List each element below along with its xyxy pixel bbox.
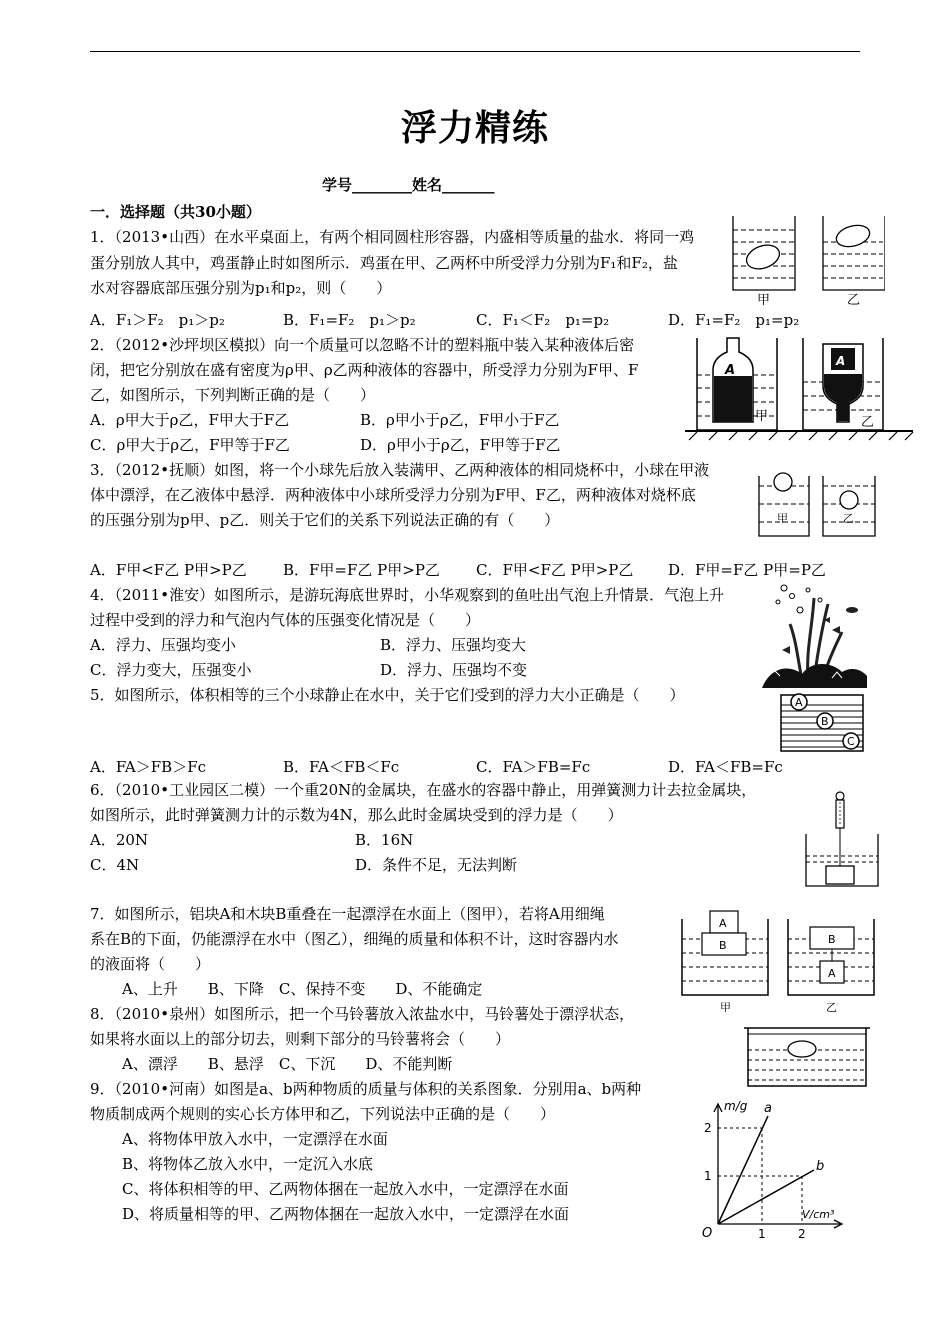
q3-line-3: 的压强分别为p甲、p乙．则关于它们的关系下列说法正确的有（ ）: [90, 511, 560, 529]
q6-option-b: B．16N: [355, 831, 414, 849]
q3-option-a: A．F甲<F乙 P甲>P乙: [90, 561, 247, 579]
q9-x-axis-label: V/cm³: [802, 1208, 835, 1221]
q9-option-c: C、将体积相等的甲、乙两物体捆在一起放入水中，一定漂浮在水面: [122, 1180, 569, 1198]
q5-balls-figure: [777, 685, 867, 753]
q9-option-b: B、将物体乙放入水中，一定沉入水底: [122, 1155, 374, 1173]
q2-bottle-label-b: A: [836, 354, 846, 368]
q4-seafloor-figure: [762, 580, 867, 688]
q2-line-3: 乙，如图所示，下列判断正确的是（ ）: [90, 386, 376, 404]
q9-line-2: 物质制成两个规则的实心长方体甲和乙，下列说法中正确的是（ ）: [90, 1105, 556, 1123]
q9-line-1: 9．（2010•河南）如图是a、b两种物质的质量与体积的关系图象．分别用a、b两种: [90, 1080, 642, 1098]
q1-option-a: A．F₁＞F₂ p₁＞p₂: [90, 311, 225, 329]
q9-y-tick-2: 2: [704, 1121, 712, 1135]
q8-line-1: 8．（2010•泉州）如图所示，把一个马铃薯放入浓盐水中，马铃薯处于漂浮状态，: [90, 1005, 635, 1023]
q5-option-b: B．FA＜FB＜Fc: [283, 758, 400, 776]
q8-line-2: 如果将水面以上的部分切去，则剩下部分的马铃薯将会（ ）: [90, 1030, 511, 1048]
q7-block-a-right: A: [828, 967, 836, 980]
q8-options: A、漂浮 B、悬浮 C、下沉 D、不能判断: [122, 1055, 453, 1073]
q1-figure-label-a: 甲: [757, 293, 771, 307]
q2-figure-label-b: 乙: [861, 415, 875, 430]
q2-option-b: B．ρ甲小于ρ乙，F甲小于F乙: [360, 411, 560, 429]
q1-line-1: 1．（2013•山西）在水平桌面上，有两个相同圆柱形容器，内盛相等质量的盐水．将同一鸡: [90, 228, 695, 246]
q3-option-c: C．F甲<F乙 P甲>P乙: [476, 561, 634, 579]
page-title: 浮力精练: [400, 108, 549, 149]
q3-line-2: 体中漂浮，在乙液体中悬浮．两种液体中小球所受浮力分别为F甲、F乙，两种液体对烧杯底: [90, 486, 696, 504]
q8-potato-figure: [742, 1024, 872, 1090]
q6-spring-scale-figure: [802, 790, 882, 890]
q4-option-c: C．浮力变大，压强变小: [90, 661, 252, 679]
q9-y-axis-label: m/g: [724, 1099, 748, 1113]
q9-option-a: A、将物体甲放入水中，一定漂浮在水面: [122, 1130, 388, 1148]
q4-option-a: A．浮力、压强均变小: [90, 636, 236, 654]
q5-option-d: D．FA＜FB=Fc: [668, 758, 783, 776]
q3-line-1: 3．（2012•抚顺）如图，将一个小球先后放入装满甲、乙两种液体的相同烧杯中，小球在甲液: [90, 461, 710, 479]
q1-egg-figure: [725, 212, 885, 307]
q7-block-a-left: A: [719, 917, 727, 930]
q4-line-1: 4．（2011•淮安）如图所示，是游玩海底世界时，小华观察到的鱼吐出气泡上升情景．气泡上升: [90, 586, 725, 604]
q2-figure-label-a: 甲: [755, 409, 769, 424]
q7-line-3: 的液面将（ ）: [90, 955, 211, 973]
q3-option-b: B．F甲=F乙 P甲>P乙: [283, 561, 440, 579]
q5-option-a: A．FA＞FB＞Fc: [90, 758, 207, 776]
q3-option-d: D．F甲=F乙 P甲=P乙: [668, 561, 826, 579]
q2-option-a: A．ρ甲大于ρ乙，F甲大于F乙: [90, 411, 290, 429]
q5-line-1: 5．如图所示，体积相等的三个小球静止在水中，关于它们受到的浮力大小正确是（ ）: [90, 686, 685, 704]
q7-block-figure: [680, 905, 880, 1020]
q9-y-tick-1: 1: [704, 1169, 712, 1183]
q1-line-3: 水对容器底部压强分别为p₁和p₂，则（ ）: [90, 279, 392, 297]
q1-line-2: 蛋分别放人其中，鸡蛋静止时如图所示．鸡蛋在甲、乙两杯中所受浮力分别为F₁和F₂，盐: [90, 254, 678, 272]
q4-line-2: 过程中受到的浮力和气泡内气体的压强变化情况是（ ）: [90, 611, 481, 629]
q6-option-a: A．20N: [90, 831, 149, 849]
q5-ball-label-b: B: [821, 715, 829, 728]
q3-ball-figure: [757, 468, 882, 538]
q1-option-c: C．F₁＜F₂ p₁=p₂: [476, 311, 610, 329]
q7-block-b-right: B: [828, 933, 836, 946]
q7-block-b-left: B: [719, 939, 727, 952]
q9-origin-label: O: [702, 1226, 713, 1241]
q7-line-2: 系在B的下面，仍能漂浮在水中（图乙），细绳的质量和体积不计，这时容器内水: [90, 930, 619, 948]
q2-option-c: C．ρ甲大于ρ乙，F甲等于F乙: [90, 436, 290, 454]
student-info-line: 学号________姓名_______: [322, 176, 495, 194]
header-rule: [90, 51, 860, 52]
q6-option-d: D．条件不足，无法判断: [355, 856, 518, 874]
q2-line-2: 闭，把它分别放在盛有密度为ρ甲、ρ乙两种液体的容器中，所受浮力分别为F甲、F: [90, 361, 639, 379]
q7-line-1: 7．如图所示，铝块A和木块B重叠在一起漂浮在水面上（图甲），若将A用细绳: [90, 905, 605, 923]
q1-figure-label-b: 乙: [847, 293, 861, 307]
q9-x-tick-2: 2: [798, 1227, 806, 1241]
q2-line-1: 2．（2012•沙坪坝区模拟）向一个质量可以忽略不计的塑料瓶中装入某种液体后密: [90, 336, 635, 354]
q9-line-b-label: b: [816, 1159, 825, 1174]
q2-option-d: D．ρ甲小于ρ乙，F甲等于F乙: [360, 436, 561, 454]
q5-option-c: C．FA＞FB=Fc: [476, 758, 591, 776]
q6-line-1: 6．（2010•工业园区二模）一个重20N的金属块，在盛水的容器中静止，用弹簧测力计去拉金属块，: [90, 781, 757, 799]
q4-option-d: D．浮力、压强均不变: [380, 661, 528, 679]
q7-options: A、上升 B、下降 C、保持不变 D、不能确定: [122, 980, 483, 998]
q5-ball-label-a: A: [795, 696, 803, 709]
q2-bottle-figure: [685, 330, 915, 445]
q2-bottle-label-a: A: [725, 363, 736, 378]
q1-option-b: B．F₁=F₂ p₁＞p₂: [283, 311, 416, 329]
q7-figure-label-b: 乙: [826, 1001, 837, 1014]
q3-figure-label-a: 甲: [777, 512, 788, 525]
q3-figure-label-b: 乙: [843, 512, 854, 525]
section-heading: 一．选择题（共30小题）: [90, 203, 261, 221]
q6-option-c: C．4N: [90, 856, 140, 874]
q7-figure-label-a: 甲: [720, 1001, 731, 1014]
q5-ball-label-c: C: [847, 735, 855, 748]
q4-option-b: B．浮力、压强均变大: [380, 636, 527, 654]
q9-line-a-label: a: [764, 1101, 772, 1116]
q9-option-d: D、将质量相等的甲、乙两物体捆在一起放入水中，一定漂浮在水面: [122, 1205, 570, 1223]
q9-x-tick-1: 1: [758, 1227, 766, 1241]
q6-line-2: 如图所示，此时弹簧测力计的示数为4N，那么此时金属块受到的浮力是（ ）: [90, 806, 623, 824]
q9-mass-volume-graph: [690, 1092, 860, 1242]
q1-option-d: D．F₁=F₂ p₁=p₂: [668, 311, 800, 329]
